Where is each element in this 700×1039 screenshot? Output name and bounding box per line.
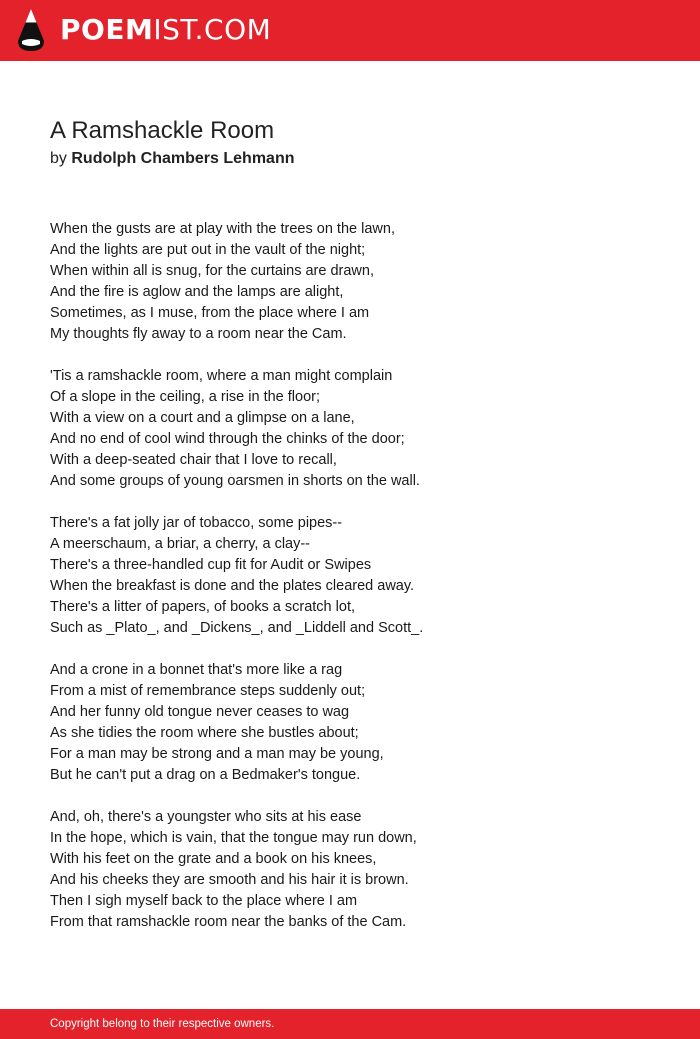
poem-line: In the hope, which is vain, that the tongue may run down,: [50, 830, 417, 846]
poem-line: With a view on a court and a glimpse on a lane,: [50, 410, 355, 426]
poem-line: And the lights are put out in the vault of the night;: [50, 242, 366, 258]
poem-line: And the fire is aglow and the lamps are alight,: [50, 284, 344, 300]
poem-line: And his cheeks they are smooth and his hair it is brown.: [50, 872, 409, 888]
site-footer: [0, 1009, 700, 1039]
stanza: [50, 660, 670, 786]
poem-line: With his feet on the grate and a book on his knees,: [50, 851, 377, 867]
poem-line: And her funny old tongue never ceases to wag: [50, 704, 350, 720]
logo-wordmark-bold: POEM: [60, 13, 154, 46]
poem-line: A meerschaum, a briar, a cherry, a clay--: [50, 536, 311, 552]
site-logo[interactable]: [16, 8, 271, 52]
poem-line: And a crone in a bonnet that's more like a rag: [50, 662, 343, 678]
poem-body: [50, 219, 670, 954]
poem-line: My thoughts fly away to a room near the Cam.: [50, 326, 347, 342]
poem-line: There's a fat jolly jar of tobacco, some pipes--: [50, 515, 343, 531]
poem-line: Of a slope in the ceiling, a rise in the floor;: [50, 389, 321, 405]
poem-line: There's a litter of papers, of books a scratch lot,: [50, 599, 355, 615]
poem-line: From that ramshackle room near the banks of the Cam.: [50, 914, 407, 930]
poem-line: And no end of cool wind through the chinks of the door;: [50, 431, 405, 447]
poem-line: 'Tis a ramshackle room, where a man might complain: [50, 368, 393, 384]
poem-line: With a deep-seated chair that I love to recall,: [50, 452, 337, 468]
stanza: [50, 513, 670, 639]
poem-line: Then I sigh myself back to the place where I am: [50, 893, 358, 909]
poem-line: From a mist of remembrance steps suddenly out;: [50, 683, 366, 699]
poem-line: Sometimes, as I muse, from the place where I am: [50, 305, 370, 321]
poem-line: Such as _Plato_, and _Dickens_, and _Liddell and Scott_.: [50, 620, 424, 636]
logo-wordmark-light: IST.COM: [153, 13, 272, 46]
poem-line: For a man may be strong and a man may be young,: [50, 746, 384, 762]
poem-line: There's a three-handled cup fit for Audit or Swipes: [50, 557, 372, 573]
stanza: [50, 219, 670, 345]
poem-author[interactable]: Rudolph Chambers Lehmann: [71, 150, 295, 167]
poem-line: As she tidies the room where she bustles about;: [50, 725, 359, 741]
poem-line: But he can't put a drag on a Bedmaker's tongue.: [50, 767, 361, 783]
poem-title: A Ramshackle Room: [50, 117, 275, 144]
poem-line: When within all is snug, for the curtains are drawn,: [50, 263, 374, 279]
logo-wordmark: [60, 8, 271, 52]
poem-line: When the gusts are at play with the trees on the lawn,: [50, 221, 395, 237]
by-label: by: [50, 150, 67, 167]
poem-line: And some groups of young oarsmen in shorts on the wall.: [50, 473, 420, 489]
stanza: [50, 366, 670, 492]
poem-byline: [50, 148, 294, 170]
site-header: [0, 0, 700, 61]
copyright-notice: Copyright belong to their respective owners.: [50, 1018, 275, 1030]
stanza: [50, 807, 670, 933]
poem-line: When the breakfast is done and the plates cleared away.: [50, 578, 415, 594]
poem-line: And, oh, there's a youngster who sits at his ease: [50, 809, 362, 825]
pencil-icon: [16, 8, 46, 52]
